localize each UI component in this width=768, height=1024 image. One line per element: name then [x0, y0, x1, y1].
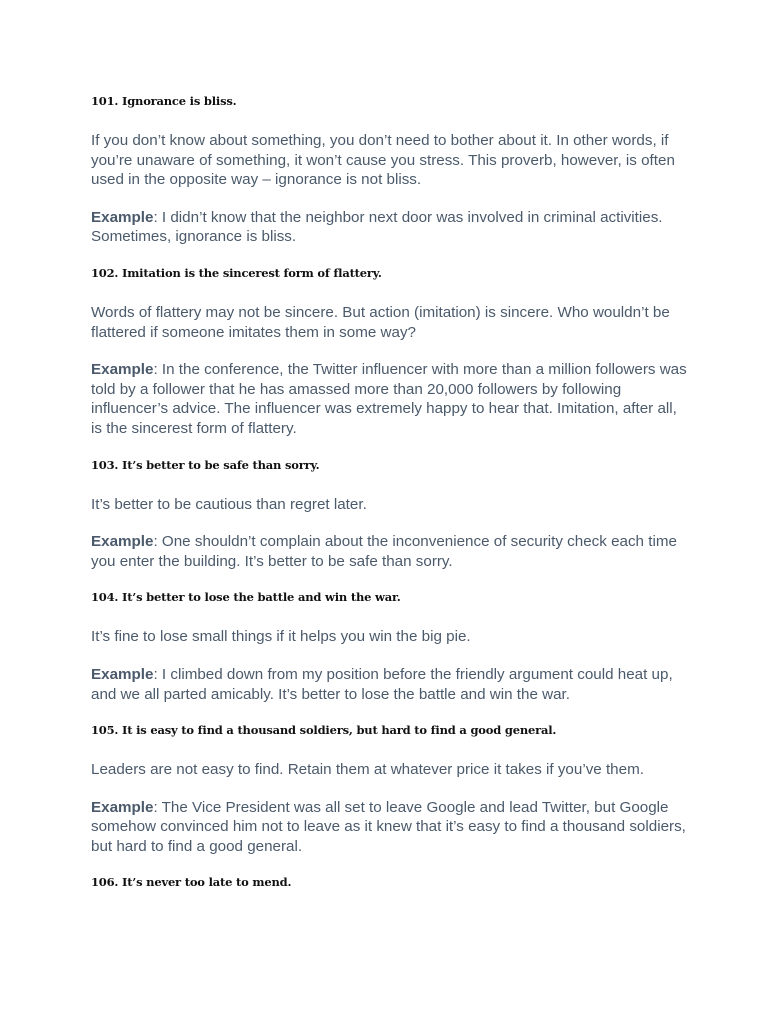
- proverb-heading: 102. Imitation is the sincerest form of flattery.: [91, 265, 382, 280]
- example-label: Example: [91, 361, 154, 379]
- proverb-example: [91, 208, 688, 247]
- proverb-entry-105: [91, 722, 688, 856]
- proverb-meaning: Leaders are not easy to find. Retain them at whatever price it takes if you’ve them.: [91, 761, 644, 779]
- proverb-entry-101: [91, 93, 688, 247]
- proverb-heading: 106. It’s never too late to mend.: [91, 875, 292, 890]
- proverb-meaning: It’s fine to lose small things if it helps you win the big pie.: [91, 628, 471, 646]
- example-label: Example: [91, 208, 154, 226]
- proverb-example: [91, 360, 688, 438]
- proverb-heading: 101. Ignorance is bliss.: [91, 94, 237, 108]
- proverb-example: [91, 665, 688, 704]
- proverb-meaning: If you don’t know about something, you don’t need to bother about it. In other words, if you’re unaware of something, it won’t cause you stress. This proverb, however, is often used in the opposite way – ignorance is not bliss.: [91, 132, 675, 189]
- example-label: Example: [91, 798, 154, 816]
- example-label: Example: [91, 533, 154, 551]
- proverb-entry-103: [91, 457, 688, 572]
- proverb-example: [91, 798, 688, 857]
- proverb-meaning: Words of flattery may not be sincere. But action (imitation) is sincere. Who wouldn’t be flattered if someone imitates them in some way?: [91, 303, 670, 341]
- proverb-heading: 105. It is easy to find a thousand soldiers, but hard to find a good general.: [91, 723, 557, 738]
- example-text: : I didn’t know that the neighbor next door was involved in criminal activities. Sometimes, ignorance is bliss.: [91, 208, 663, 246]
- proverb-entry-106: [91, 874, 688, 890]
- example-label: Example: [91, 665, 154, 683]
- proverb-heading: 103. It’s better to be safe than sorry.: [91, 457, 320, 472]
- example-text: : In the conference, the Twitter influencer with more than a million followers was told by a follower that he has amassed more than 20,000 followers by following influencer’s advice. The influencer was extremely happy to hear that. Imitation, after all, is the sincerest form of flattery.: [91, 361, 687, 437]
- proverb-entry-104: [91, 589, 688, 704]
- example-text: : I climbed down from my position before the friendly argument could heat up, and we all parted amicably. It’s better to lose the battle and win the war.: [91, 665, 673, 703]
- proverb-entry-102: [91, 265, 688, 439]
- proverb-meaning: It’s better to be cautious than regret later.: [91, 495, 367, 513]
- example-text: : One shouldn’t complain about the inconvenience of security check each time you enter the building. It’s better to be safe than sorry.: [91, 533, 677, 570]
- example-text: : The Vice President was all set to leave Google and lead Twitter, but Google somehow convinced him not to leave as it knew that it’s easy to find a thousand soldiers, but hard to find a good general.: [91, 798, 686, 855]
- proverb-example: [91, 532, 688, 571]
- proverb-heading: 104. It’s better to lose the battle and win the war.: [91, 590, 401, 605]
